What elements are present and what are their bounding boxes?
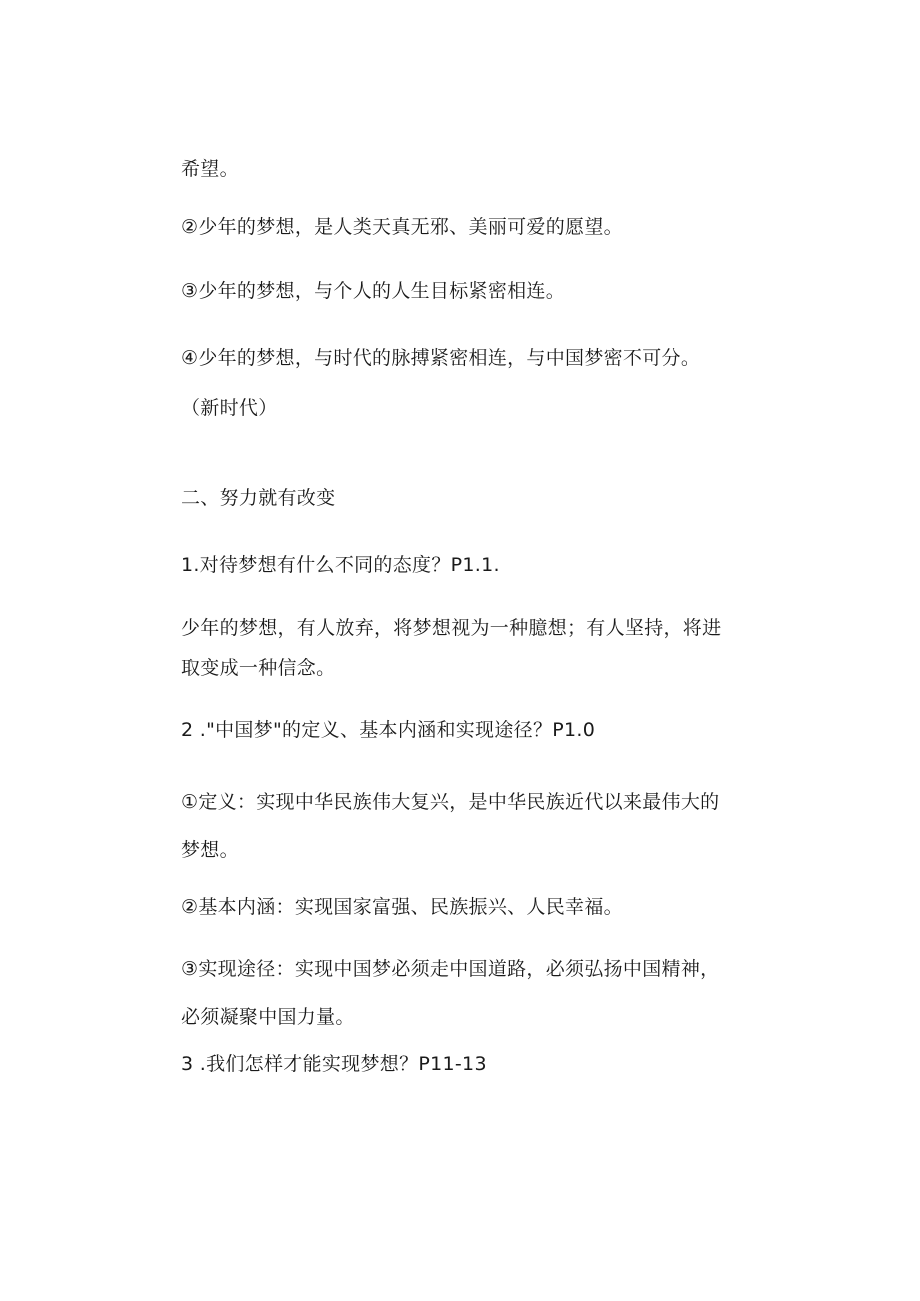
question-heading: 2 ."中国梦"的定义、基本内涵和实现途径？P1.0	[181, 719, 596, 741]
text-line: ①定义：实现中华民族伟大复兴，是中华民族近代以来最伟大的	[181, 791, 720, 813]
question-heading: 3 .我们怎样才能实现梦想？P11-13	[181, 1053, 487, 1075]
text-line: ③实现途径：实现中国梦必须走中国道路，必须弘扬中国精神，	[181, 958, 720, 980]
text-line: 取变成一种信念。	[181, 657, 336, 679]
text-line: 必须凝聚中国力量。	[181, 1006, 355, 1028]
text-line: ④少年的梦想，与时代的脉搏紧密相连，与中国梦密不可分。	[181, 347, 701, 369]
text-line: ②少年的梦想，是人类天真无邪、美丽可爱的愿望。	[181, 216, 623, 238]
text-line: 少年的梦想，有人放弃，将梦想视为一种臆想；有人坚持，将进	[181, 617, 722, 639]
text-line: （新时代）	[181, 397, 278, 419]
text-line: ②基本内涵：实现国家富强、民族振兴、人民幸福。	[181, 896, 623, 918]
section-heading: 二、努力就有改变	[181, 487, 336, 509]
text-line: ③少年的梦想，与个人的人生目标紧密相连。	[181, 280, 566, 302]
question-heading: 1.对待梦想有什么不同的态度？P1.1.	[181, 554, 500, 576]
text-line: 梦想。	[181, 839, 239, 861]
text-line: 希望。	[181, 158, 239, 180]
